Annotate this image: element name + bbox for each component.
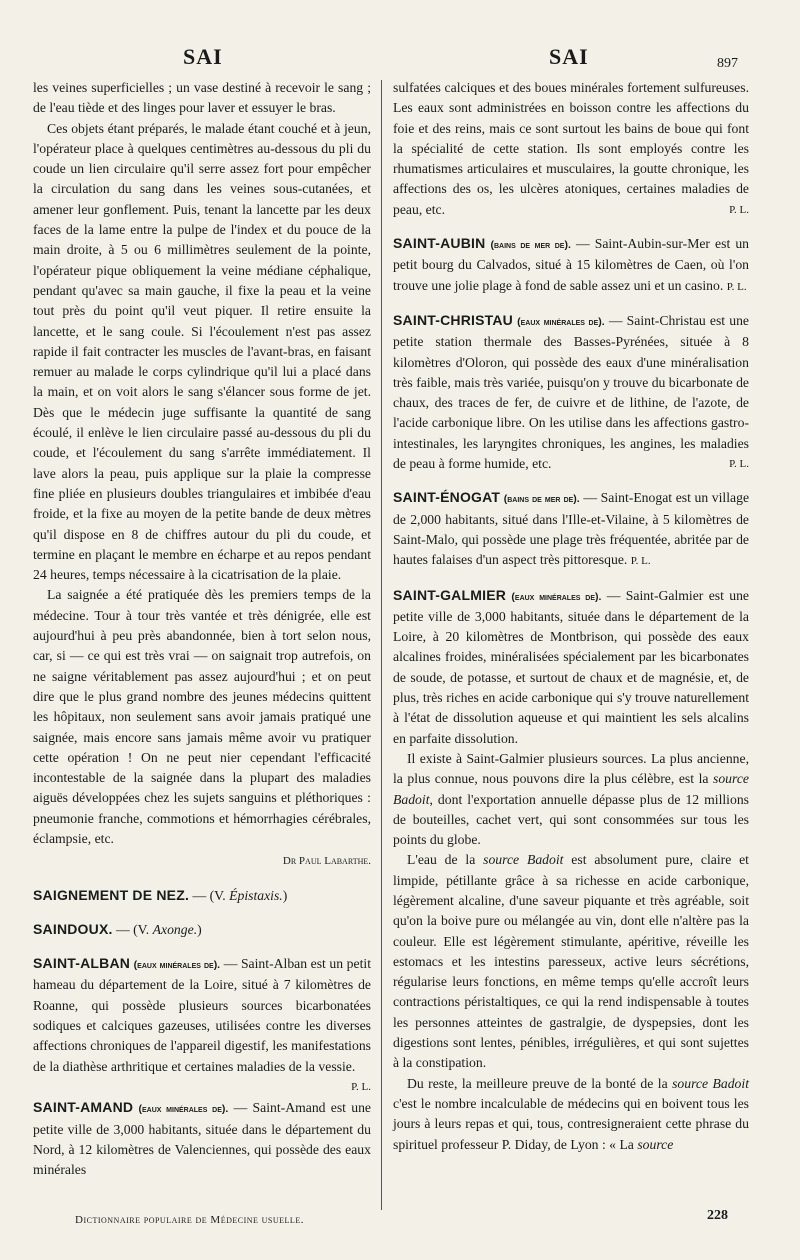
page-number: 897 [717,56,738,71]
running-head-right: SAI [549,44,589,69]
paragraph [393,749,749,850]
paragraph: les veines superficielles ; un vase destiné à recevoir le sang ; de l'eau tiède et des linges pour laver et essuyer le bras. [33,80,371,116]
paragraph-text: sulfatées calciques et des boues minérales fortement sulfureuses. Les eaux sont administrées en boisson contre les affections du foie et des reins, mais ce sont surtout les bains de boue qui font la spécialité de cette station. Ils sont employés contre les rhumatismes articulaires et musculaires, la goutte chronique, les affections des os, les ulcères atoniques, certaines maladies de peau, etc. [393,80,749,217]
entry-qualifier: (eaux minérales de). [133,959,221,972]
entry-qualifier: (bains de mer de). [490,239,571,252]
entry-headword: SAINDOUX. [33,920,113,937]
author-signature: Dr Paul Labarthe. [282,855,371,868]
entry-qualifier: (bains de mer de). [503,493,580,506]
paragraph-text: est absolument pure, claire et limpide, pétillante grâce à sa richesse en acide carbonique, légèrement alcaline, d'une saveur piquante et très agréable, soit qu'on la boive pure ou mélangée au vin, dont elle n'altère pas la couleur. Elle est légèrement stimulante, apéritive, réveille les estomacs et les intestins paresseux, active leurs sécrétions, régularise leurs fonctions, en même temps qu'elle accroît leurs contractions péristaltiques, ce qui la rend indispensable à toutes les personnes atteintes de gastralgie, de dyspepsies, dont les digestions sont lentes, pénibles, irrégulières, et qui sont sujettes à la constipation. [393,852,749,1071]
running-head-left: SAI [183,44,223,69]
entry-text: — Saint-Alban est un petit hameau du département de la Loire, situé à 7 kilomètres de Roanne, qui possède plusieurs sources bicarbonatées sodiques et calciques gazeuses, utilisées contre les diverses affections chroniques de l'appareil digestif, les manifestations de la diathèse arthritique et certaines maladies de la vessie. [33,956,372,1074]
paragraph-text: L'eau de la [407,852,484,868]
paragraph [393,1074,749,1155]
cross-reference-prefix: — (V. [192,887,230,903]
paragraph-text: , dont l'exportation annuelle dépasse plus de 12 millions de bouteilles, cachet vert, qui sont consommées sur tous les points du globe. [393,791,749,848]
dictionary-entry [33,1097,371,1180]
emphasis: source Badoit [672,1075,750,1091]
entry-signature: P. L. [729,458,749,471]
signature-mark: 228 [707,1208,728,1223]
entry-signature: P. L. [351,1080,371,1093]
entry-headword: SAINT-AMAND [33,1099,134,1116]
entry-headword: SAINT-AUBIN [393,235,486,252]
entry-qualifier: (eaux minérales de). [138,1103,229,1116]
entry-text: — Saint-Amand est une petite ville de 3,000 habitants, située dans le département du Nord, à 12 kilomètres de Valenciennes, qui possède des eaux minérales [33,1100,371,1178]
entry-headword: SAINT-ÉNOGAT [393,489,501,506]
entry-signature: P. L. [726,280,747,293]
emphasis: source Badoit [393,771,749,807]
emphasis: source Badoit [483,852,564,868]
emphasis: source [637,1136,674,1152]
paragraph-text: Il existe à Saint-Galmier plusieurs sources. La plus ancienne, la plus connue, nous pouvons dire la plus célèbre, est la [393,750,749,787]
cross-reference-suffix: ) [197,921,202,937]
dictionary-entry [393,310,749,474]
right-column [393,78,749,1155]
entry-qualifier: (eaux minérales de). [517,315,605,328]
entry-headword: SAIGNEMENT DE NEZ. [33,886,190,903]
dictionary-entry [33,919,371,940]
left-column [33,78,371,1180]
dictionary-entry [393,585,749,749]
entry-text: — Saint-Enogat est un village de 2,000 habitants, situé dans l'Ille-et-Vilaine, à 5 kilomètres de Saint-Malo, qui possède une plage très fréquentée, abritée par de hautes falaises d'un aspect très pittoresque. [393,490,750,568]
cross-reference-suffix: ) [282,887,288,903]
paragraph [393,78,749,220]
entry-signature: P. L. [630,555,651,568]
dictionary-entry [33,953,372,1093]
dictionary-entry [33,885,371,906]
dictionary-entry [393,487,749,571]
cross-reference-prefix: — (V. [116,921,153,937]
entry-text: — Saint-Aubin-sur-Mer est un petit bourg du Calvados, situé à 15 kilomètres de Caen, où l'on trouve une jolie plage à fond de sable assez uni et un casino. [393,236,750,293]
paragraph [393,850,749,1073]
entry-headword: SAINT-GALMIER [393,586,507,603]
paragraph-text: Du reste, la meilleure preuve de la bonté de la [407,1075,673,1091]
entry-signature: P. L. [729,203,749,216]
paragraph: La saignée a été pratiquée dès les premiers temps de la médecine. Tour à tour très vantée et très dénigrée, elle est aujourd'hui à peu près abandonnée, bien à tort selon nous, car, si — ce qui est très vrai — on saignait trop autrefois, on ne saigne véritablement pas assez aujourd'hui ; et on peut dire que le plus grand nombre des jeunes médecins quittent les hôpitaux, non seulement sans avoir jamais pratiqué une saignée, mais encore sans jamais même avoir vu pratiquer cette opération ! On ne peut nier cependant l'efficacité incontestable de la saignée dans la plupart des maladies aiguës développées chez les sujets sanguins et pléthoriques : pneumonie franche, commotions et hémorrhagies cérébrales, éclampsie, etc. [33,587,371,846]
entry-text: — Saint-Christau est une petite station thermale des Basses-Pyrénées, située à 8 kilomètres d'Oloron, qui possède des eaux d'une minéralisation très faible, mais très variée, puisqu'on y trouve du bicarbonate de chaux, des traces de fer, de cuivre et de lithine, de l'azote, de l'acide carbonique libre. On les utilise dans les affections gastro-intestinales, les laryngites chroniques, les angines, les maladies de peau à forme humide, etc. [393,312,749,472]
entry-headword: SAINT-CHRISTAU [393,311,513,328]
entry-qualifier: (eaux minérales de). [511,590,602,603]
paragraph: Ces objets étant préparés, le malade étant couché et à jeun, l'opérateur place à quelques centimètres au-dessous du pli du coude un lien circulaire qu'il serre assez fort pour empêcher la circulation du sang dans les veines sous-cutanées, et amener leur gonflement. Puis, tenant la lancette par les deux faces de la lame entre la pulpe de l'index et du pouce de la main droite, à 5 ou 6 millimètres seulement de la pointe, l'opérateur pique obliquement la veine médiane céphalique, pendant qu'avec sa main gauche, il fixe la peau et la veine tout près du point qu'il veut piquer. Il retire ensuite la lancette, et le sang coule. Si l'écoulement n'est pas assez rapide il fait contracter les muscles de l'avant-bras, en faisant remuer au malade le corps cylindrique qu'il lui a placé dans la main, et on voit alors le sang s'élancer sous forme de jet. Dès que le médecin juge suffisante la quantité de sang écoulé, il enlève le lien circulaire passé au-dessous du pli du coude, et l'écoulement du sang s'arrête immédiatement. Il lave alors la peau, puis applique sur la plaie la compresse fine pliée en plusieurs doubles triangulaires et imbibée d'eau froide, et la fixe au moyen de la petite bande de deux mètres qu'il dispose en 8 de chiffres autour du pli du coude, et termine en plaçant le membre en écharpe et au repos pendant 24 heures, temps nécessaire à la cicatrisation de la plaie. [33,120,371,583]
column-divider [381,80,382,1210]
footer-title: Dictionnaire populaire de Médecine usuelle. [75,1214,304,1226]
entry-text: — Saint-Galmier est une petite ville de 3,000 habitants, située dans le département de la Loire, à 20 kilomètres de Montbrison, qui possède des eaux alcalines froides, minéralisées spécialement par les bicarbonates de soude, de potasse, et surtout de chaux et de magnésie, et, de plus, très riches en acide carbonique qui s'y trouve naturellement à l'état de dissolution aqueuse et qui maintient les sels alcalins en parfaite dissolution. [393,587,750,746]
dictionary-entry [393,233,749,297]
cross-reference-target: Axonge. [152,921,198,937]
cross-reference-target: Épistaxis. [229,887,283,903]
paragraph-text: c'est le nombre incalculable de médecins qui en boivent tous les jours à leurs repas et qui, tous, contresigneraient cette phrase du spirituel professeur P. Diday, de Lyon : « La [393,1095,749,1152]
entry-headword: SAINT-ALBAN [33,955,131,972]
